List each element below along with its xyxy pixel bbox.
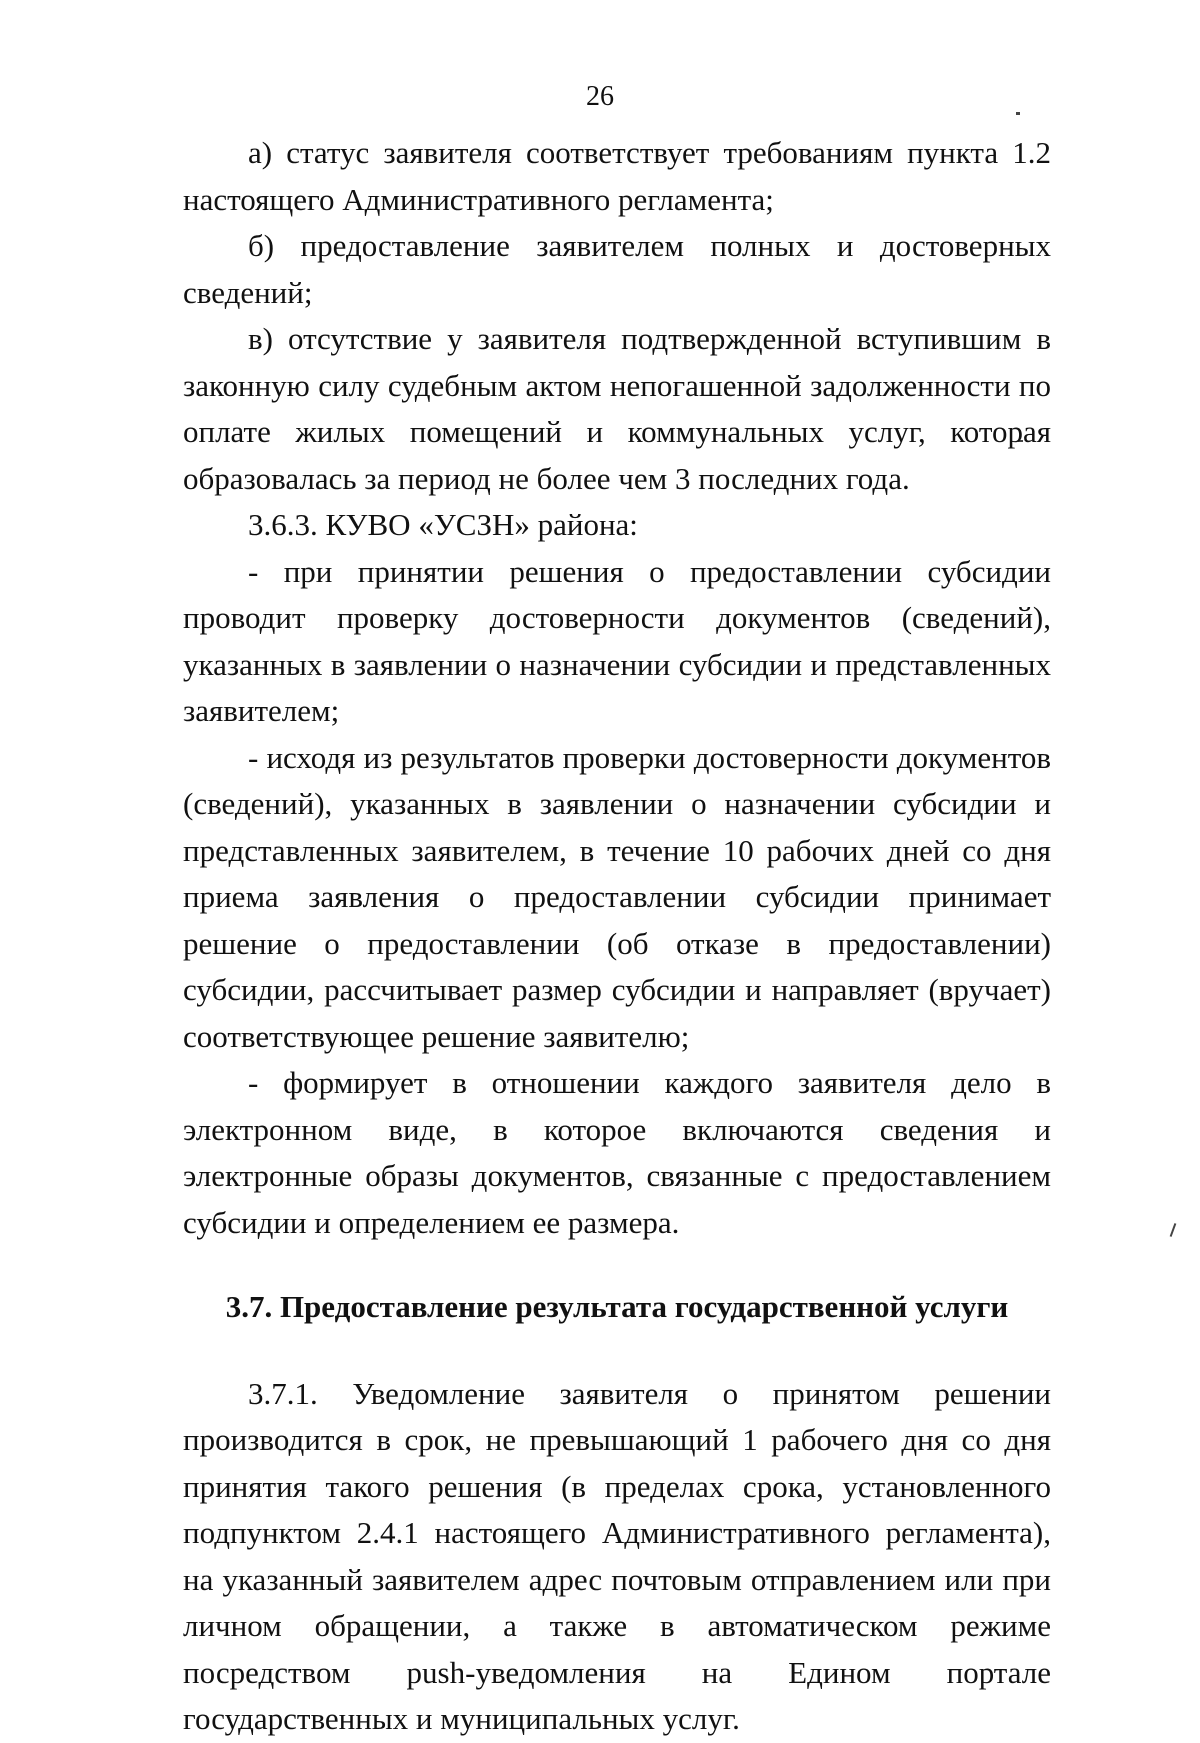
paragraph-clause-363: 3.6.3. КУВО «УСЗН» района: xyxy=(248,507,638,542)
paragraph-debt: в) отсутствие у заявителя подтвержденной вступившим в законную силу судебным актом непогашенной задолженности по оплате жилых помещений и коммунальных услуг, которая образовалась за период не более чем 3 последних года. xyxy=(183,321,1051,496)
paragraph-notification: 3.7.1. Уведомление заявителя о принятом решении производится в срок, не превышающий 1 рабочего дня со дня принятия такого решения (в пределах срока, установленного подпунктом 2.4.1 настоящего Административного регламента), на указанный заявителем адрес почтовым отправлением или при личном обращении, а также в автоматическом режиме посредством push-уведомления на Едином портале государственных и муниципальных услуг. xyxy=(183,1375,1051,1736)
document-body xyxy=(183,130,1051,1743)
section-spacer-bottom xyxy=(183,1331,1051,1371)
paragraph-decision: - исходя из результатов проверки достоверности документов (сведений), указанных в заявлении о назначении субсидии и представленных заявителем, в течение 10 рабочих дней со дня приема заявления о предоставлении субсидии принимает решение о предоставлении (об отказе в предоставлении) субсидии, рассчитывает размер субсидии и направляет (вручает) соответствующее решение заявителю; xyxy=(183,739,1051,1054)
page-number: 26 xyxy=(586,81,614,112)
paragraph-electronic-file: - формирует в отношении каждого заявителя дело в электронном виде, в которое включаются сведения и электронные образы документов, связанные с предоставлением субсидии и определением ее размера. xyxy=(183,1065,1051,1240)
scan-artifact-3 xyxy=(1170,1223,1177,1237)
paragraph-status: а) статус заявителя соответствует требованиям пункта 1.2 настоящего Административного регламента; xyxy=(183,135,1051,217)
section-title: 3.7. Предоставление результата государственной услуги xyxy=(225,1289,1009,1324)
paragraph-verification: - при принятии решения о предоставлении субсидии проводит проверку достоверности документов (сведений), указанных в заявлении о назначении субсидии и представленных заявителем; xyxy=(183,553,1051,728)
scan-artifact-1 xyxy=(1016,112,1020,115)
paragraph-completeness: б) предоставление заявителем полных и достоверных сведений; xyxy=(183,228,1051,310)
section-spacer-top xyxy=(183,1246,1051,1284)
